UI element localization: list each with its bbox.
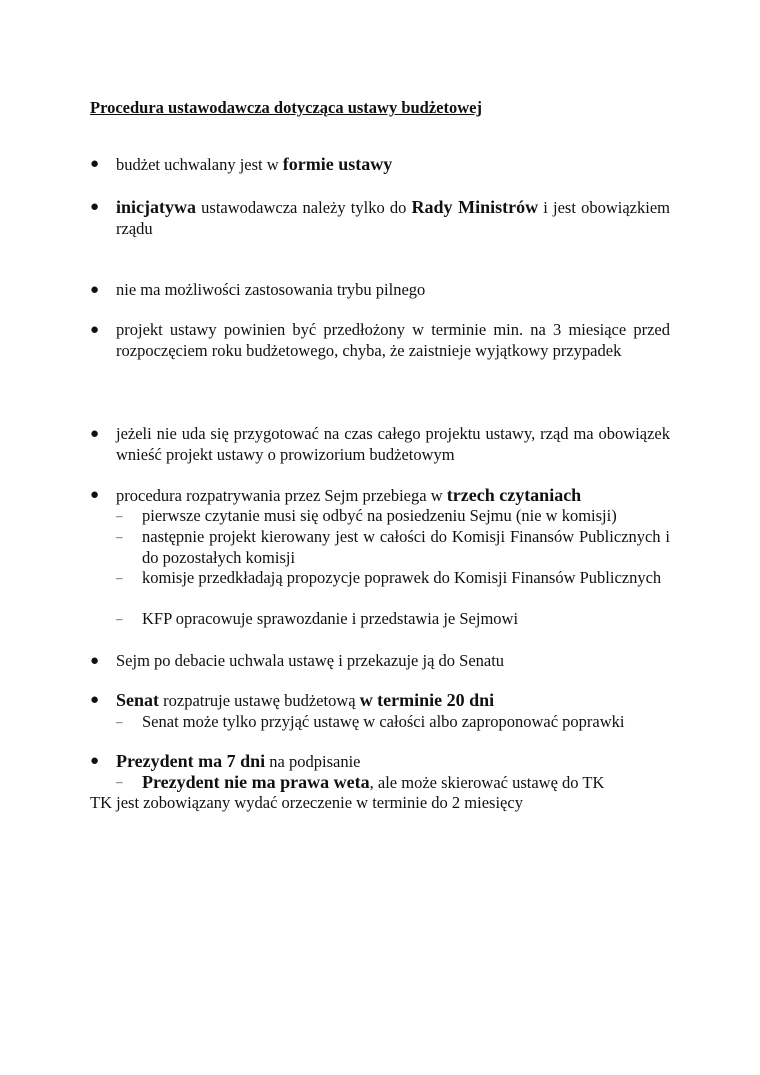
sub-list-item: – komisje przedkładają propozycje poprawek do Komisji Finansów Publicznych (116, 568, 662, 587)
bullet-icon: ● (90, 753, 100, 769)
list-item: ● inicjatywa ustawodawcza należy tylko do Rady Ministrów i jest obowiązkiem rządu (90, 197, 670, 238)
bullet-icon: ● (90, 653, 100, 669)
sub-list-item: – Prezydent nie ma prawa weta, ale może skierować ustawę do TK (116, 772, 605, 792)
dash-icon: – (116, 570, 123, 585)
sub-list-item: – pierwsze czytanie musi się odbyć na posiedzeniu Sejmu (nie w komisji) (116, 506, 617, 525)
list-item: ● nie ma możliwości zastosowania trybu pilnego (90, 280, 426, 299)
sub-list-item: – Senat może tylko przyjąć ustawę w całości albo zaproponować poprawki (116, 712, 625, 731)
list-item: ● Senat rozpatruje ustawę budżetową w terminie 20 dni (90, 690, 495, 710)
list-item: ● procedura rozpatrywania przez Sejm przebiega w trzech czytaniach (90, 485, 582, 505)
dash-icon: – (116, 508, 123, 523)
list-item: ● Prezydent ma 7 dni na podpisanie (90, 751, 361, 771)
sub-list-item: – KFP opracowuje sprawozdanie i przedstawia je Sejmowi (116, 609, 519, 628)
bullet-icon: ● (90, 426, 100, 442)
bullet-icon: ● (90, 322, 100, 338)
footer-line: TK jest zobowiązany wydać orzeczenie w terminie do 2 miesięcy (90, 793, 523, 812)
list-item: ● Sejm po debacie uchwala ustawę i przekazuje ją do Senatu (90, 651, 505, 670)
document-title: Procedura ustawodawcza dotycząca ustawy budżetowej (90, 98, 482, 117)
list-item: ● budżet uchwalany jest w formie ustawy (90, 154, 393, 174)
bullet-icon: ● (90, 156, 100, 172)
sub-list-item: – następnie projekt kierowany jest w całości do Komisji Finansów Publicznych i do pozostałych komisji (116, 527, 670, 567)
bullet-icon: ● (90, 692, 100, 708)
dash-icon: – (116, 611, 123, 626)
dash-icon: – (116, 774, 123, 789)
bullet-icon: ● (90, 199, 100, 215)
dash-icon: – (116, 529, 123, 544)
bullet-icon: ● (90, 487, 100, 503)
list-item: ● projekt ustawy powinien być przedłożony w terminie min. na 3 miesiące przed rozpoczęciem roku budżetowego, chyba, że zaistnieje wyjątkowy przypadek (90, 320, 670, 360)
bullet-icon: ● (90, 282, 100, 298)
list-item: ● jeżeli nie uda się przygotować na czas całego projektu ustawy, rząd ma obowiązek wnieść projekt ustawy o prowizorium budżetowym (90, 424, 670, 464)
dash-icon: – (116, 714, 123, 729)
